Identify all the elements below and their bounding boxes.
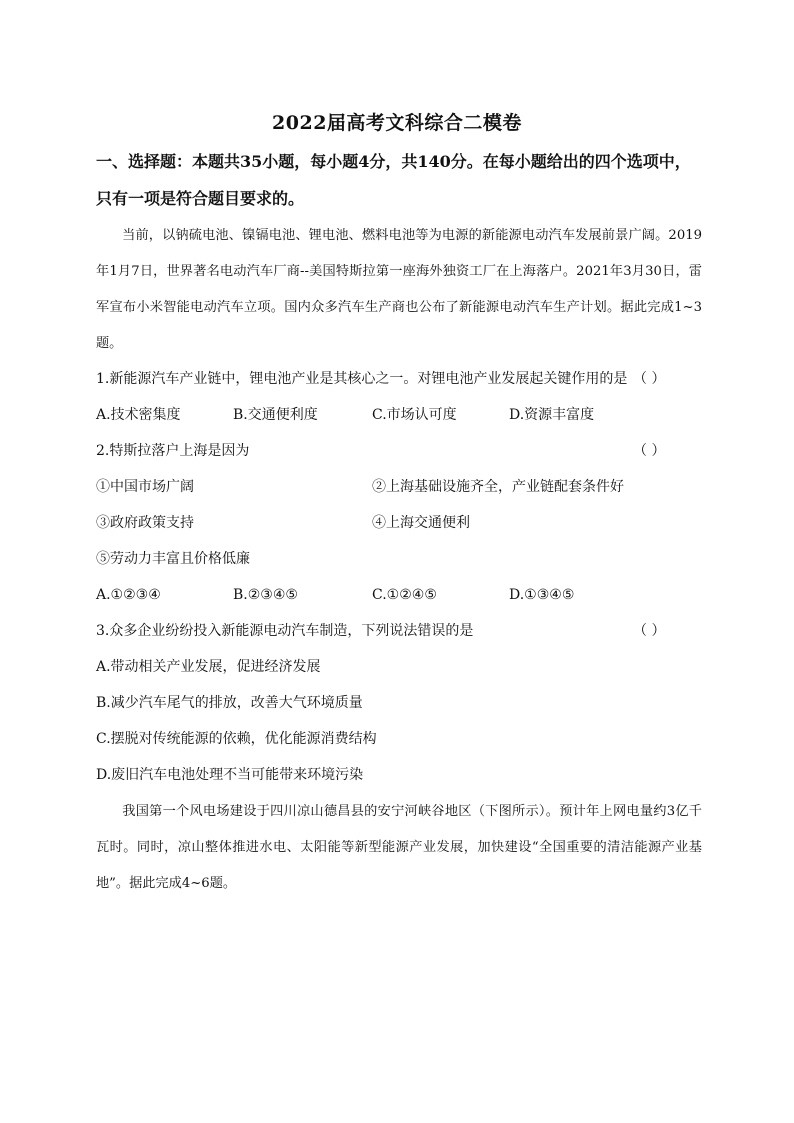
question-1-stem: 1.新能源汽车产业链中，锂电池产业是其核心之一。对锂电池产业发展起关键作用的是 <box>96 371 628 387</box>
question-1-option-b: B.交通便利度 <box>233 407 318 423</box>
section-heading-line2: 只有一项是符合题目要求的。 <box>96 189 305 208</box>
question-1-option-d: D.资源丰富度 <box>509 407 595 423</box>
question-2-item-5: ⑤劳动力丰富且价格低廉 <box>96 551 250 567</box>
question-2-answer-paren: （ ） <box>633 443 666 459</box>
question-2-option-d: D.①③④⑤ <box>509 587 575 603</box>
question-2-option-b: B.②③④⑤ <box>233 587 298 603</box>
question-3-answer-paren: （ ） <box>633 623 666 639</box>
question-1-option-c: C.市场认可度 <box>372 407 457 423</box>
passage-2 <box>96 794 702 902</box>
question-3-option-d: D.废旧汽车电池处理不当可能带来环境污染 <box>96 767 364 783</box>
question-2-option-c: C.①②④⑤ <box>372 587 437 603</box>
question-2-stem: 2.特斯拉落户上海是因为 <box>96 443 250 459</box>
question-3-stem: 3.众多企业纷纷投入新能源电动汽车制造，下列说法错误的是 <box>96 623 474 639</box>
question-2-option-a: A.①②③④ <box>96 587 161 603</box>
question-2-item-4: ④上海交通便利 <box>372 515 470 531</box>
question-1-answer-paren: （ ） <box>633 371 666 387</box>
page-title: 2022届高考文科综合二模卷 <box>272 112 522 134</box>
question-2-item-1: ①中国市场广阔 <box>96 479 194 495</box>
question-3-option-c: C.摆脱对传统能源的依赖，优化能源消费结构 <box>96 731 377 747</box>
section-heading-line1: 一、选择题：本题共35小题，每小题4分，共140分。在每小题给出的四个选项中， <box>96 152 691 171</box>
question-2-item-2: ②上海基础设施齐全，产业链配套条件好 <box>372 479 624 495</box>
question-1-option-a: A.技术密集度 <box>96 407 181 423</box>
question-3-option-b: B.减少汽车尾气的排放，改善大气环境质量 <box>96 695 363 711</box>
question-3-option-a: A.带动相关产业发展，促进经济发展 <box>96 659 321 675</box>
passage-1-text: 当前，以钠硫电池、镍镉电池、锂电池、燃料电池等为电源的新能源电动汽车发展前景广阔。2019年1月7日，世界著名电动汽车厂商--美国特斯拉第一座海外独资工厂在上海落户。2021年3月30日，雷军宣布小米智能电动汽车立项。国内众多汽车生产商也公布了新能源电动汽车生产计划。据此完成1~3题。 <box>96 228 702 351</box>
question-2-item-3: ③政府政策支持 <box>96 515 194 531</box>
passage-2-text: 我国第一个风电场建设于四川凉山德昌县的安宁河峡谷地区（下图所示）。预计年上网电量约3亿千瓦时。同时，凉山整体推进水电、太阳能等新型能源产业发展，加快建设“全国重要的清洁能源产业基地”。据此完成4~6题。 <box>96 804 702 891</box>
passage-1 <box>96 218 702 362</box>
